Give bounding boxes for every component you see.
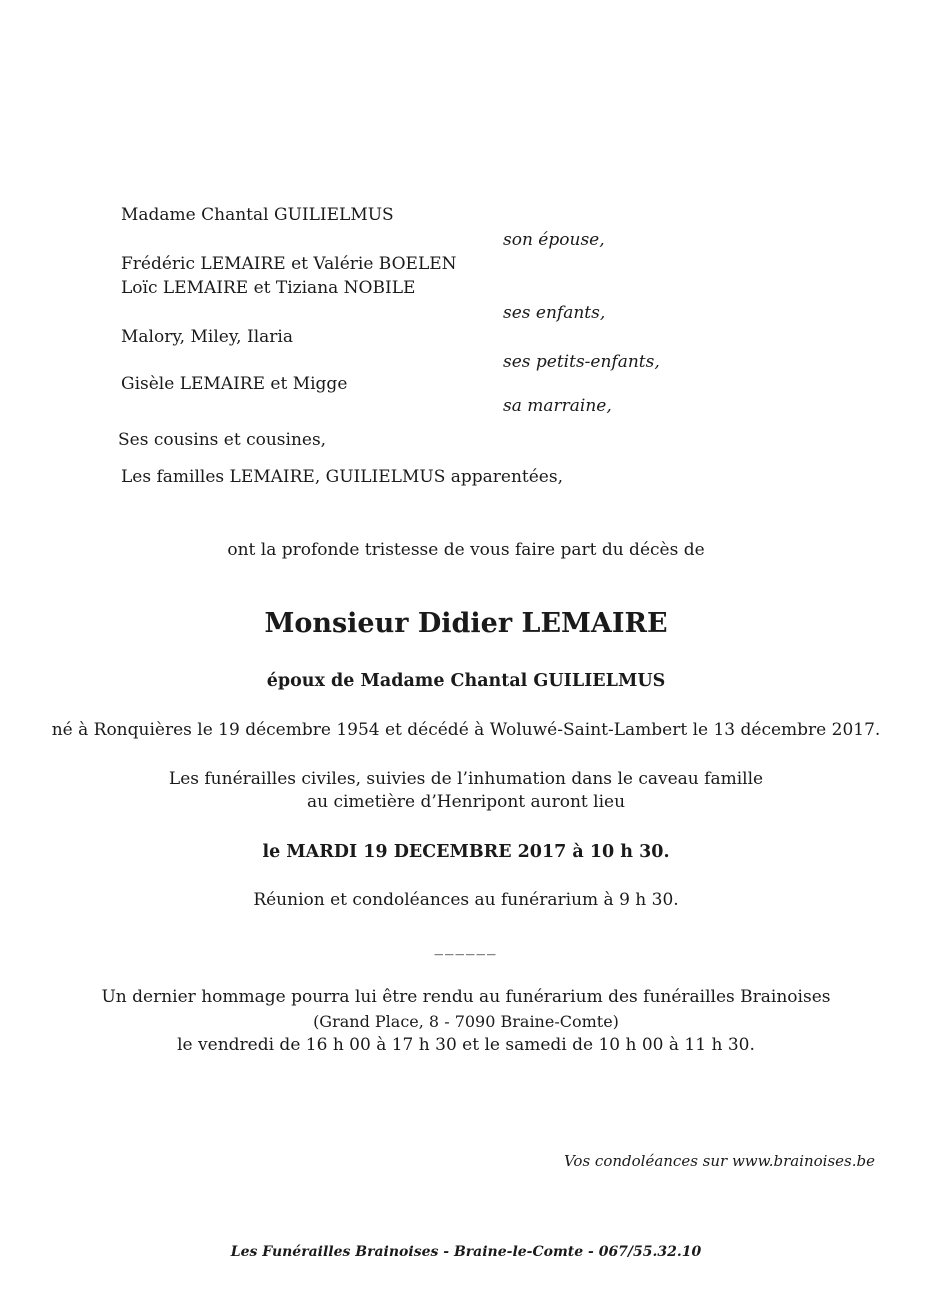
relation-label-grandchildren: ses petits-enfants, [503, 352, 660, 372]
family-line-related-families: Les familles LEMAIRE, GUILIELMUS apparentées, [121, 467, 563, 487]
gathering-info: Réunion et condoléances au funérarium à 9 h 30. [253, 890, 679, 910]
funeral-details-line-2: au cimetière d’Henripont auront lieu [306, 792, 626, 812]
relation-label-spouse: son épouse, [503, 230, 605, 250]
family-line-child-1: Frédéric LEMAIRE et Valérie BOELEN [121, 254, 457, 274]
family-line-wife: Madame Chantal GUILIELMUS [121, 205, 394, 225]
spouse-line: époux de Madame Chantal GUILIELMUS [266, 671, 666, 691]
deceased-name: Monsieur Didier LEMAIRE [264, 608, 668, 639]
birth-death-dates: né à Ronquières le 19 décembre 1954 et décédé à Woluwé-Saint-Lambert le 13 décembre 2017. [51, 720, 881, 740]
tribute-line-2-address: (Grand Place, 8 - 7090 Braine-Comte) [313, 1012, 619, 1031]
funeral-home-footer: Les Funérailles Brainoises - Braine-le-Comte - 067/55.32.10 [230, 1244, 702, 1260]
family-line-grandchildren: Malory, Miley, Ilaria [121, 327, 293, 347]
relation-label-children: ses enfants, [503, 303, 606, 323]
tribute-line-1: Un dernier hommage pourra lui être rendu au funérarium des funérailles Brainoises [101, 987, 831, 1007]
family-line-child-2: Loïc LEMAIRE et Tiziana NOBILE [121, 278, 416, 298]
separator-line: ______ [434, 936, 498, 956]
family-line-cousins: Ses cousins et cousines, [118, 430, 327, 450]
funeral-details-line-1: Les funérailles civiles, suivies de l’inhumation dans le caveau famille [168, 769, 764, 789]
relation-label-godmother: sa marraine, [503, 396, 612, 416]
ceremony-date: le MARDI 19 DECEMBRE 2017 à 10 h 30. [262, 842, 670, 862]
announcement-intro: ont la profonde tristesse de vous faire part du décès de [227, 540, 705, 560]
condolences-website-note: Vos condoléances sur www.brainoises.be [563, 1152, 875, 1170]
tribute-line-3-hours: le vendredi de 16 h 00 à 17 h 30 et le samedi de 10 h 00 à 11 h 30. [177, 1035, 755, 1055]
family-line-godmother: Gisèle LEMAIRE et Migge [121, 374, 348, 394]
